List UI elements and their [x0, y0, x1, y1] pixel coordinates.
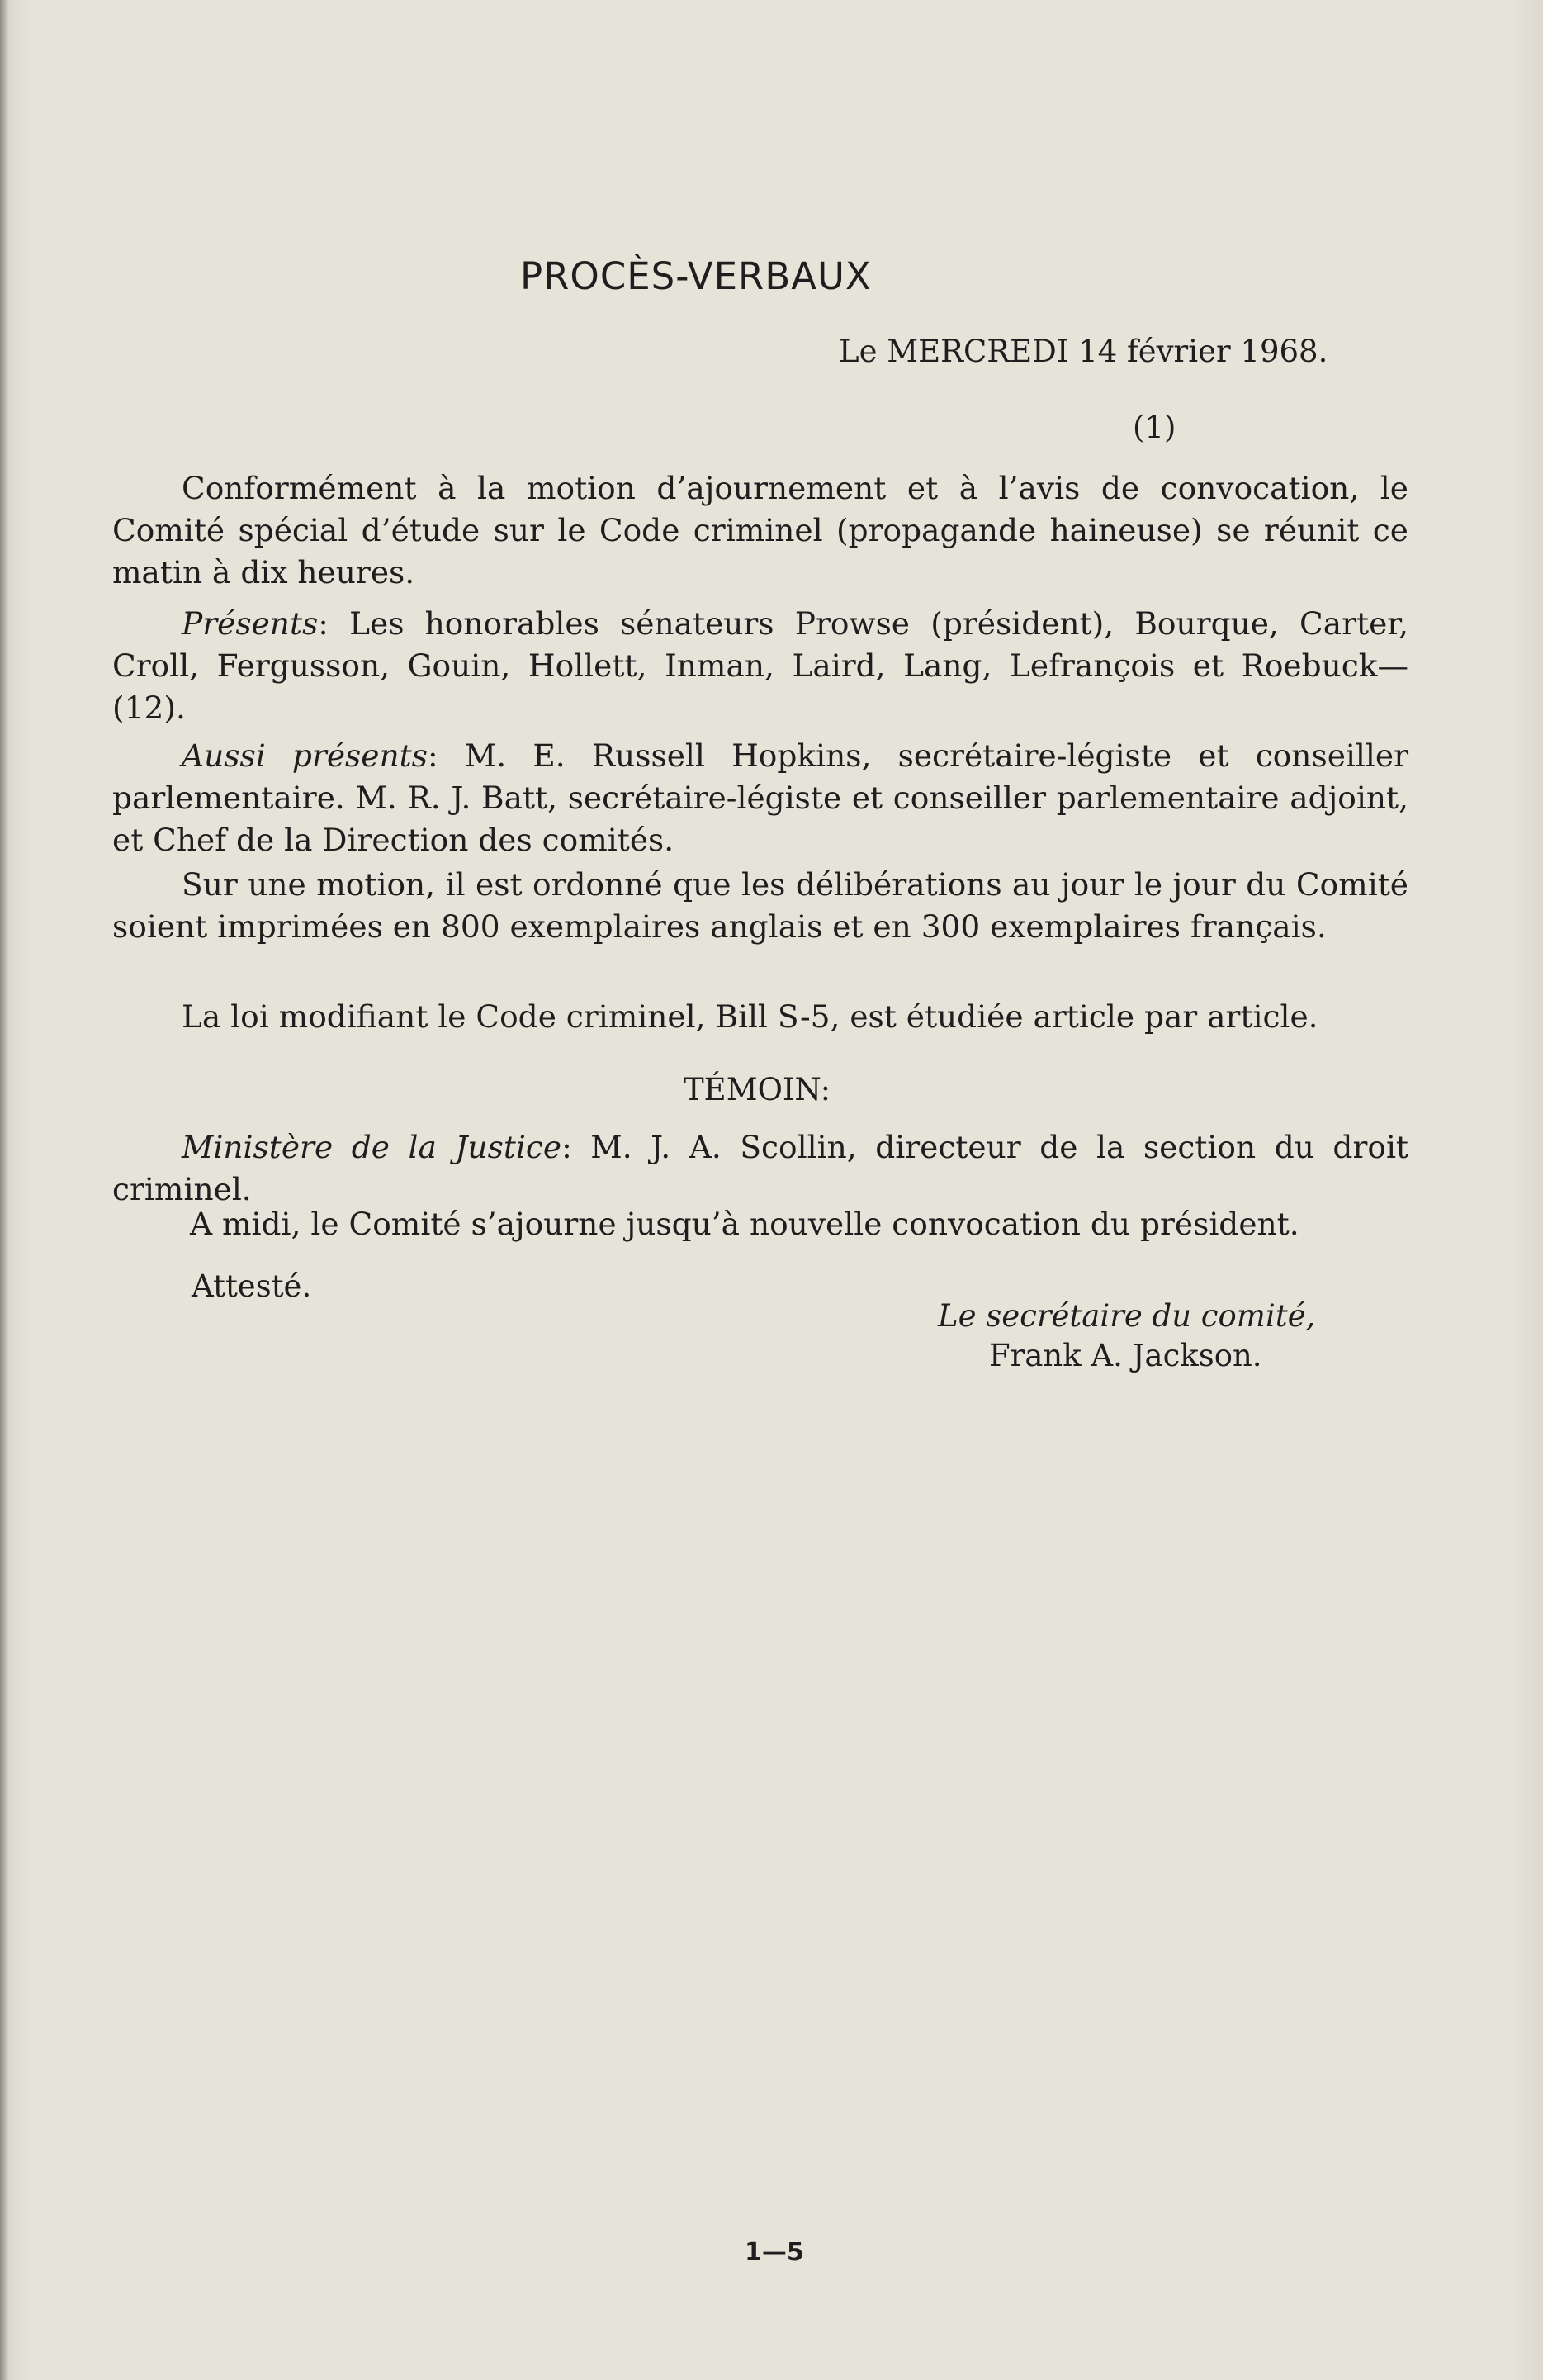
binding-edge	[0, 0, 8, 2380]
signature-title: Le secrétaire du comité,	[938, 1298, 1316, 1334]
attest-text: Attesté.	[192, 1268, 312, 1304]
present-text: : Les honorables sénateurs Prowse (président), Bourque, Carter, Croll, Fergusson, Gouin, Hollett, Inman, Laird, Lang, Lefrançois et Roebuck—(12).	[112, 605, 1408, 726]
date-rest: 14 février 1968.	[1078, 334, 1328, 369]
paragraph-witness	[112, 1126, 1408, 1211]
paragraph-bill	[112, 996, 1408, 1038]
date-prefix: Le	[839, 334, 878, 369]
page-title: PROCÈS-VERBAUX	[520, 254, 872, 298]
signature-name: Frank A. Jackson.	[989, 1338, 1262, 1373]
witness-label: Ministère de la Justice	[182, 1129, 562, 1165]
witness-text: : M. J. A. Scollin, directeur de la section du droit criminel.	[112, 1129, 1409, 1207]
paragraph-motion	[112, 864, 1408, 948]
meeting-date	[839, 334, 1328, 369]
page-folio: 1—5	[745, 2238, 804, 2267]
paragraph-present	[112, 603, 1408, 729]
present-label: Présents	[182, 605, 319, 642]
paragraph-adjournment: A midi, le Comité s’ajourne jusqu’à nouvelle convocation du président.	[190, 1206, 1299, 1242]
paragraph-also-present	[112, 735, 1408, 861]
also-present-label: Aussi présents	[182, 737, 428, 774]
paragraph-convocation	[112, 467, 1408, 594]
paragraph-convocation-text: Conformément à la motion d’ajournement et à l’avis de convocation, le Comité spécial d’étude sur le Code criminel (propagande haineuse) se réunit ce matin à dix heures.	[112, 470, 1408, 590]
date-day: MERCREDI	[887, 334, 1069, 369]
paragraph-motion-text: Sur une motion, il est ordonné que les délibérations au jour le jour du Comité soient imprimées en 800 exemplaires anglais et en 300 exemplaires français.	[112, 866, 1408, 945]
paragraph-bill-text: La loi modifiant le Code criminel, Bill S-5, est étudiée article par article.	[182, 998, 1318, 1035]
meeting-number: (1)	[1133, 410, 1176, 445]
witness-heading: TÉMOIN:	[684, 1072, 831, 1107]
also-present-text: : M. E. Russell Hopkins, secrétaire-légiste et conseiller parlementaire. M. R. J. Batt, secrétaire-légiste et conseiller parlementaire adjoint, et Chef de la Direction des comités.	[112, 737, 1408, 858]
